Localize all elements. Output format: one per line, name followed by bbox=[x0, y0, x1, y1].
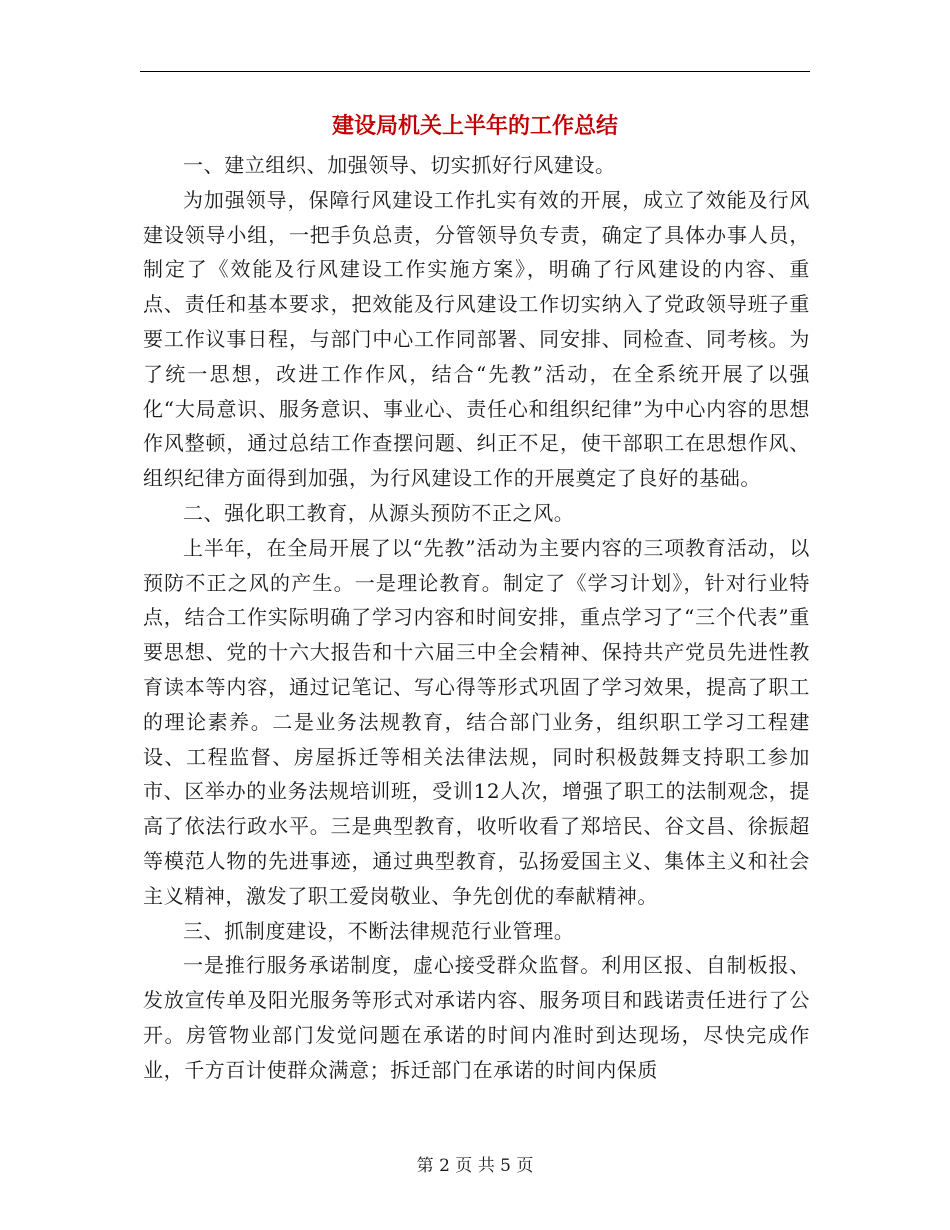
header-rule bbox=[140, 71, 810, 72]
page-label-suffix: 页 bbox=[516, 1156, 534, 1176]
page-label-prefix: 第 bbox=[416, 1156, 434, 1176]
page-label-mid: 页 共 bbox=[455, 1156, 495, 1176]
section-heading-3: 三、抓制度建设，不断法律规范行业管理。 bbox=[183, 918, 575, 943]
total-page-count: 5 bbox=[500, 1156, 511, 1176]
page-footer bbox=[0, 1154, 950, 1178]
paragraph-1: 为加强领导，保障行风建设工作扎实有效的开展，成立了效能及行风建设领导小组，一把手负总责，分管领导负专责，确定了具体办事人员，制定了《效能及行风建设工作实施方案》，明确了行风建设的内容、重点、责任和基本要求，把效能及行风建设工作切实纳入了党政领导班子重要工作议事日程，与部门中心工作同部署、同安排、同检查、同考核。为了统一思想，改进工作作风，结合“先教”活动，在全系统开展了以强化“大局意识、服务意识、事业心、责任心和组织纪律”为中心内容的思想作风整顿，通过总结工作查摆问题、纠正不足，使干部职工在思想作风、组织纪律方面得到加强，为行风建设工作的开展奠定了良好的基础。 bbox=[143, 187, 810, 491]
paragraph-2: 上半年，在全局开展了以“先教”活动为主要内容的三项教育活动，以预防不正之风的产生。一是理论教育。制定了《学习计划》，针对行业特点，结合工作实际明确了学习内容和时间安排，重点学习了“三个代表”重要思想、党的十六大报告和十六届三中全会精神、保持共产党员先进性教育读本等内容，通过记笔记、写心得等形式巩固了学习效果，提高了职工的理论素养。二是业务法规教育，结合部门业务，组织职工学习工程建设、工程监督、房屋拆迁等相关法律法规，同时积极鼓舞支持职工参加市、区举办的业务法规培训班，受训12人次，增强了职工的法制观念，提高了依法行政水平。三是典型教育，收听收看了郑培民、谷文昌、徐振超等模范人物的先进事迹，通过典型教育，弘扬爱国主义、集体主义和社会主义精神，激发了职工爱岗敬业、争先创优的奉献精神。 bbox=[143, 535, 810, 908]
current-page-number: 2 bbox=[439, 1156, 450, 1176]
document-body bbox=[143, 148, 810, 1088]
document-title: 建设局机关上半年的工作总结 bbox=[331, 113, 618, 139]
section-heading-1: 一、建立组织、加强领导、切实抓好行风建设。 bbox=[183, 153, 616, 177]
paragraph-3: 一是推行服务承诺制度，虚心接受群众监督。利用区报、自制板报、发放宣传单及阳光服务等形式对承诺内容、服务项目和践诺责任进行了公开。房管物业部门发觉问题在承诺的时间内准时到达现场，尽快完成作业，千方百计使群众满意；拆迁部门在承诺的时间内保质 bbox=[143, 953, 810, 1082]
section-heading-2: 二、强化职工教育，从源头预防不正之风。 bbox=[183, 500, 575, 525]
